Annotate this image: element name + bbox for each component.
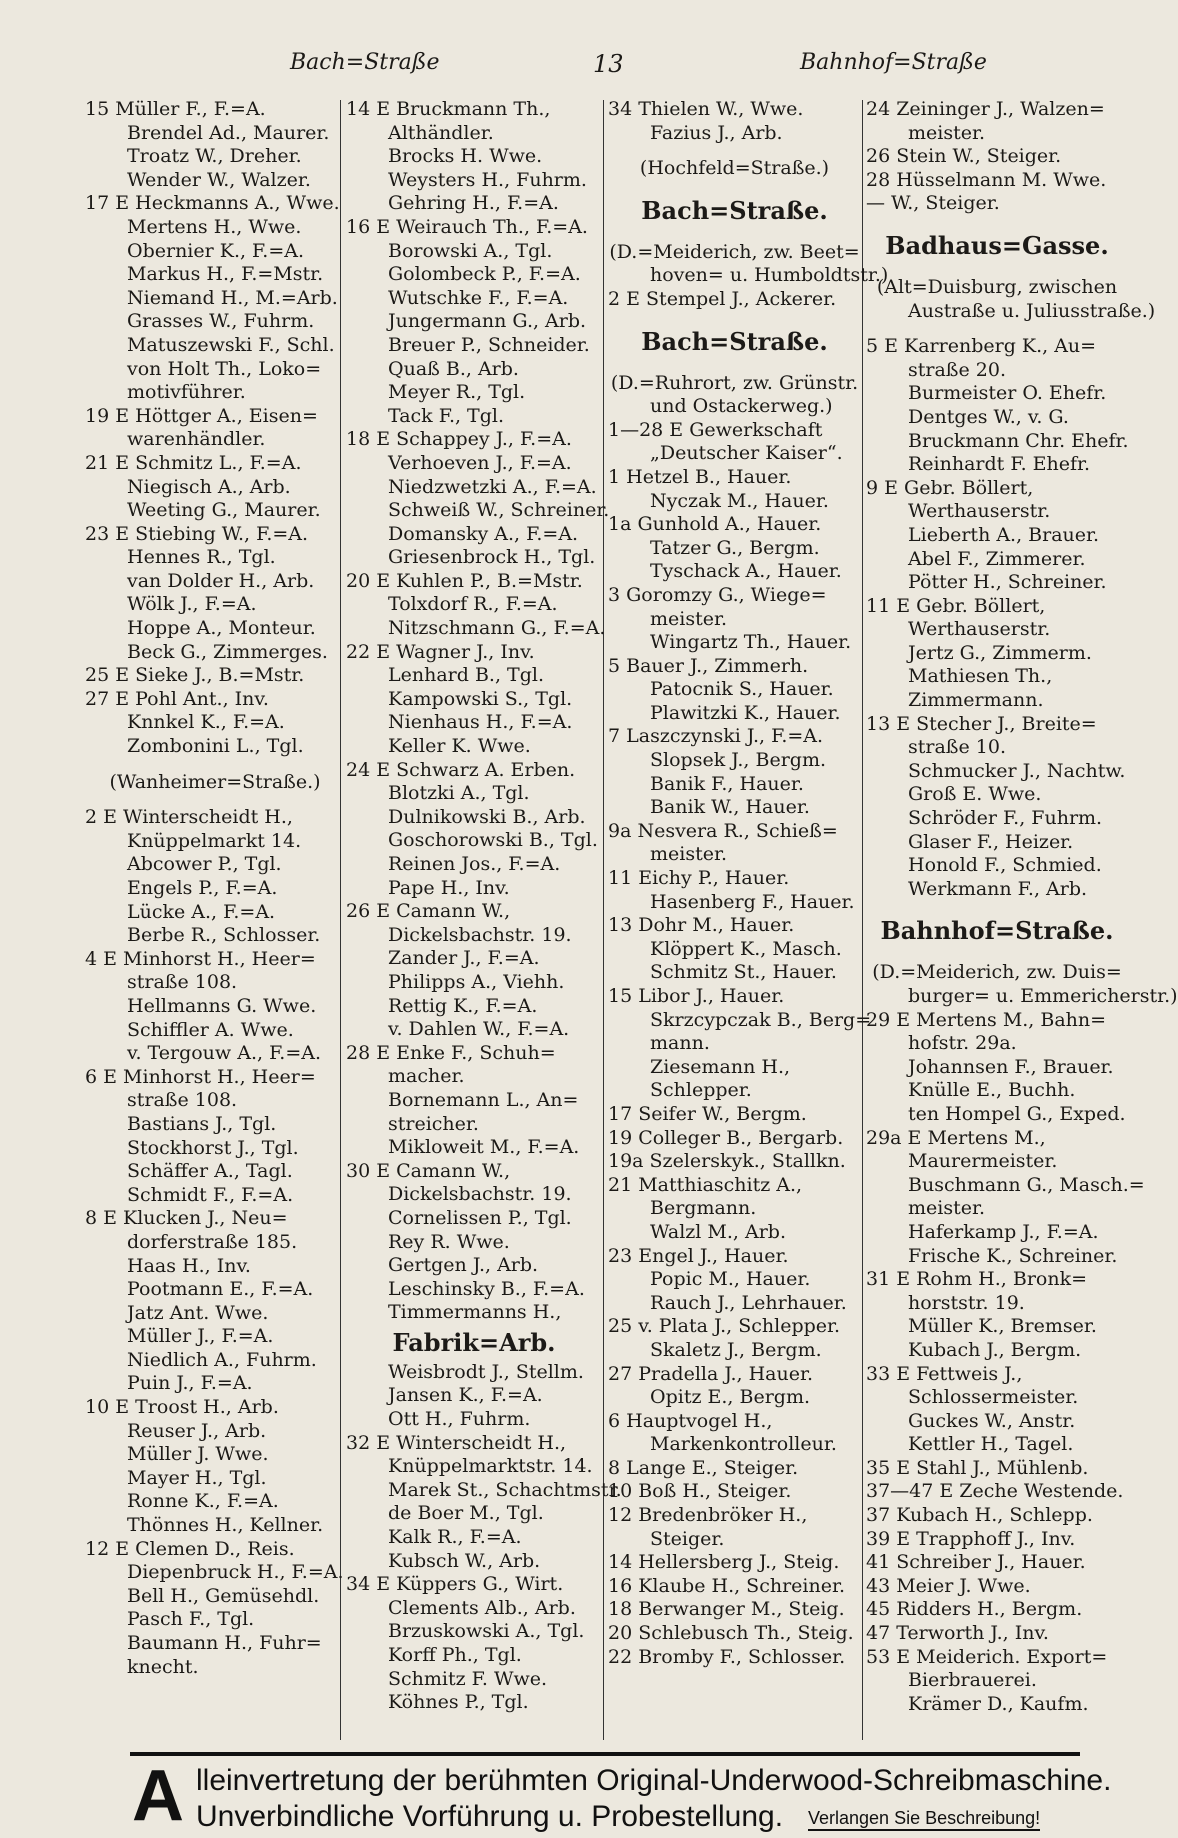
street-heading: Bach=Straße. (641, 195, 828, 225)
column-1 (85, 98, 345, 1679)
advertisement-note: Verlangen Sie Beschreibung! (808, 1808, 1040, 1831)
resident-entry: van Dolder H., Arb. (127, 569, 315, 592)
resident-entry: straße 10. (908, 736, 1006, 759)
resident-entry: Berbe R., Schlosser. (127, 924, 321, 947)
house-entry: 34 Thielen W., Wwe. (608, 98, 804, 120)
house-entry: 8 E Klucken J., Neu= (85, 1207, 288, 1230)
resident-entry: Walzl M., Arb. (650, 1220, 786, 1243)
resident-entry: Zander J., F.=A. (388, 947, 540, 970)
resident-entry: Goschorowski B., Tgl. (388, 829, 598, 852)
resident-entry: Popic M., Hauer. (650, 1268, 811, 1291)
house-entry: 23 E Stiebing W., F.=A. (85, 522, 309, 545)
resident-entry: Dickelsbachstr. 19. (388, 923, 572, 946)
running-head-left: Bach=Straße (290, 50, 440, 75)
advertisement-initial: A (132, 1756, 184, 1836)
resident-entry: burger= u. Emmericherstr.) (908, 985, 1178, 1007)
resident-entry: Niedzwetzki A., F.=A. (388, 475, 597, 498)
resident-entry: Meyer R., Tgl. (388, 381, 526, 404)
resident-entry: Zimmermann. (908, 689, 1044, 712)
spacer (866, 949, 1128, 961)
house-entry: 5 Bauer J., Zimmerh. (608, 654, 809, 677)
resident-entry: Troatz W., Dreher. (127, 145, 302, 168)
street-note: (Wanheimer=Straße.) (109, 770, 321, 793)
resident-entry: Schlepper. (650, 1079, 752, 1102)
house-entry: 24 Zeininger J., Walzen= (866, 98, 1105, 120)
resident-entry: Patocnik S., Hauer. (650, 678, 834, 701)
resident-entry: Honold F., Schmied. (908, 854, 1102, 877)
house-entry: 20 E Kuhlen P., B.=Mstr. (346, 569, 583, 592)
street-note: (D.=Meiderich, zw. Beet= (609, 240, 860, 263)
spacer (608, 181, 861, 193)
house-entry: 34 E Küppers G., Wirt. (346, 1573, 564, 1596)
resident-entry: Jatz Ant. Wwe. (127, 1301, 269, 1324)
resident-entry: meister. (650, 843, 728, 866)
column-3 (608, 98, 889, 1669)
advertisement-line-2: Unverbindliche Vorführung u. Probestellung. (196, 1800, 784, 1833)
advertisement-line-1: lleinvertretung der berühmten Original-Underwood-Schreibmaschine. (196, 1764, 1112, 1797)
resident-entry: Hasenberg F., Hauer. (650, 890, 855, 913)
resident-entry: Blotzki A., Tgl. (388, 782, 530, 805)
street-note: (D.=Ruhrort, zw. Grünstr. (610, 371, 859, 394)
resident-entry: meister. (908, 121, 986, 144)
resident-entry: Schiffler A. Wwe. (127, 1018, 294, 1041)
resident-entry: Lieberth A., Brauer. (908, 523, 1100, 546)
resident-entry: hofstr. 29a. (908, 1032, 1017, 1055)
resident-entry: Werthauserstr. (908, 618, 1051, 641)
resident-entry: Zombonini L., Tgl. (127, 735, 304, 758)
house-entry: 6 Hauptvogel H., (608, 1409, 773, 1432)
resident-entry: knecht. (127, 1655, 199, 1678)
house-entry: 15 Müller F., F.=A. (85, 98, 266, 120)
resident-entry: Guckes W., Anstr. (908, 1409, 1076, 1432)
house-entry: 29a E Mertens M., (866, 1126, 1046, 1149)
spacer (85, 759, 345, 771)
column-2 (346, 98, 622, 1715)
spacer (866, 264, 1128, 276)
resident-entry: Schäffer A., Tagl. (127, 1160, 293, 1183)
resident-entry: v. Tergouw A., F.=A. (127, 1042, 322, 1065)
resident-entry: Johannsen F., Brauer. (908, 1055, 1114, 1078)
resident-entry: Markus H., F.=Mstr. (127, 263, 324, 286)
resident-entry: Jungermann G., Arb. (388, 310, 587, 333)
resident-entry: Kettler H., Tagel. (908, 1433, 1074, 1456)
house-entry: 12 E Clemen D., Reis. (85, 1537, 295, 1560)
resident-entry: Quaß B., Arb. (388, 357, 519, 380)
street-note: (D.=Meiderich, zw. Duis= (872, 961, 1122, 984)
resident-entry: Haas H., Inv. (127, 1254, 251, 1277)
resident-entry: Hellmanns G. Wwe. (127, 994, 317, 1017)
resident-entry: Ott H., Fuhrm. (388, 1408, 531, 1431)
house-entry: 20 Schlebusch Th., Steig. (608, 1622, 854, 1645)
resident-entry: Matuszewski F., Schl. (127, 333, 335, 356)
house-entry: 7 Laszczynski J., F.=A. (608, 725, 824, 748)
resident-entry: Skaletz J., Bergm. (650, 1338, 822, 1361)
resident-entry: Verhoeven J., F.=A. (388, 451, 572, 474)
house-entry: 47 Terworth J., Inv. (866, 1622, 1049, 1645)
resident-entry: Skrzcypczak B., Berg= (650, 1008, 872, 1031)
house-entry: 27 Pradella J., Hauer. (608, 1362, 814, 1385)
resident-entry: meister. (650, 607, 728, 630)
street-note: (Alt=Duisburg, zwischen (876, 275, 1118, 298)
resident-entry: Domansky A., F.=A. (388, 522, 579, 545)
house-entry: 31 E Rohm H., Bronk= (866, 1268, 1088, 1291)
page-number: 13 (593, 50, 624, 78)
house-entry: 43 Meier J. Wwe. (866, 1574, 1031, 1597)
resident-entry: Müller J., F.=A. (127, 1325, 274, 1348)
resident-entry: Fazius J., Arb. (650, 121, 783, 144)
house-entry: 9a Nesvera R., Schieß= (608, 819, 838, 842)
house-entry: 13 Dohr M., Hauer. (608, 914, 795, 937)
house-entry: 3 Goromzy G., Wiege= (608, 583, 827, 606)
resident-entry: Borowski A., Tgl. (388, 239, 553, 262)
resident-entry: Nitzschmann G., F.=A. (388, 617, 606, 640)
resident-entry: Schweiß W., Schreiner. (388, 499, 610, 522)
resident-entry: Grasses W., Fuhrm. (127, 310, 315, 333)
resident-entry: dorferstraße 185. (127, 1230, 298, 1253)
house-entry: 2 E Winterscheidt H., (85, 806, 293, 829)
house-entry: 1 Hetzel B., Hauer. (608, 465, 792, 488)
house-entry: 41 Schreiber J., Hauer. (866, 1551, 1086, 1574)
house-entry: 21 Matthiaschitz A., (608, 1173, 803, 1196)
resident-entry: warenhändler. (127, 428, 266, 451)
resident-entry: Rey R. Wwe. (388, 1230, 510, 1253)
resident-entry: Gertgen J., Arb. (388, 1254, 539, 1277)
resident-entry: Leschinsky B., F.=A. (388, 1277, 585, 1300)
resident-entry: Krämer D., Kaufm. (908, 1692, 1089, 1715)
resident-entry: Schröder F., Fuhrm. (908, 807, 1103, 830)
resident-entry: Puin J., F.=A. (127, 1372, 253, 1395)
house-entry: 37 Kubach H., Schlepp. (866, 1504, 1093, 1527)
house-entry: 18 Berwanger M., Steig. (608, 1598, 845, 1621)
resident-entry: Althändler. (388, 121, 494, 144)
house-entry: 26 Stein W., Steiger. (866, 145, 1062, 168)
street-heading: Badhaus=Gasse. (885, 230, 1109, 260)
house-entry: 25 v. Plata J., Schlepper. (608, 1315, 841, 1338)
resident-entry: Müller J. Wwe. (127, 1443, 269, 1466)
house-entry: — W., Steiger. (866, 192, 1000, 215)
resident-entry: Austraße u. Juliusstraße.) (908, 299, 1156, 322)
house-entry: 32 E Winterscheidt H., (346, 1431, 567, 1454)
resident-entry: Knüppelmarkt 14. (127, 829, 302, 852)
resident-entry: Obernier K., F.=A. (127, 239, 305, 262)
resident-entry: Plawitzki K., Hauer. (650, 701, 841, 724)
resident-entry: Nyczak M., Hauer. (650, 489, 829, 512)
resident-entry: Kubach J., Bergm. (908, 1338, 1082, 1361)
resident-entry: Mathiesen Th., (908, 665, 1053, 688)
street-heading: Bahnhof=Straße. (880, 916, 1114, 946)
resident-entry: Reinhardt F. Ehefr. (908, 453, 1091, 476)
house-entry: 4 E Minhorst H., Heer= (85, 947, 316, 970)
house-entry: 14 E Bruckmann Th., (346, 98, 551, 120)
house-entry: 19 E Höttger A., Eisen= (85, 404, 318, 427)
resident-entry: macher. (388, 1065, 465, 1088)
resident-entry: Kubsch W., Arb. (388, 1549, 541, 1572)
resident-entry: Kalk R., F.=A. (388, 1526, 522, 1549)
house-entry: 53 E Meiderich. Export= (866, 1645, 1108, 1668)
house-entry: 22 E Wagner J., Inv. (346, 640, 535, 663)
resident-entry: Marek St., Schachtmstr. (388, 1478, 622, 1501)
house-entry: 35 E Stahl J., Mühlenb. (866, 1456, 1089, 1479)
resident-entry: Schmitz F. Wwe. (388, 1667, 548, 1690)
resident-entry: Golombeck P., F.=A. (388, 263, 581, 286)
house-entry: 37—47 E Zeche Westende. (866, 1480, 1124, 1503)
house-entry: 11 E Gebr. Böllert, (866, 594, 1046, 617)
resident-entry: Kampowski S., Tgl. (388, 687, 573, 710)
resident-entry: de Boer M., Tgl. (388, 1502, 544, 1525)
resident-entry: Frische K., Schreiner. (908, 1244, 1118, 1267)
house-entry: 30 E Camann W., (346, 1159, 511, 1182)
street-note: (Hochfeld=Straße.) (639, 157, 830, 180)
resident-entry: Pasch F., Tgl. (127, 1608, 255, 1631)
house-entry: 13 E Stecher J., Breite= (866, 712, 1097, 735)
resident-entry: Tyschack A., Hauer. (650, 560, 842, 583)
resident-entry: Brendel Ad., Maurer. (127, 121, 330, 144)
resident-entry: Philipps A., Viehh. (388, 970, 565, 993)
resident-entry: Glaser F., Heizer. (908, 830, 1074, 853)
house-entry: 12 Bredenbröker H., (608, 1504, 808, 1527)
resident-entry: mann. (650, 1032, 710, 1055)
resident-entry: Dickelsbachstr. 19. (388, 1183, 572, 1206)
resident-entry: Abcower P., Tgl. (127, 853, 282, 876)
resident-entry: Maurermeister. (908, 1150, 1058, 1173)
resident-entry: Rettig K., F.=A. (388, 994, 538, 1017)
spacer (608, 229, 861, 241)
resident-entry: Breuer P., Schneider. (388, 333, 590, 356)
resident-entry: Reuser J., Arb. (127, 1419, 267, 1442)
house-entry: 8 Lange E., Steiger. (608, 1456, 799, 1479)
resident-entry: Rauch J., Lehrhauer. (650, 1291, 847, 1314)
house-entry: 19 Colleger B., Bergarb. (608, 1126, 844, 1149)
house-entry: 9 E Gebr. Böllert, (866, 476, 1034, 499)
resident-entry: straße 20. (908, 358, 1006, 381)
house-entry: 33 E Fettweis J., (866, 1362, 1023, 1385)
resident-entry: Groß E. Wwe. (908, 783, 1042, 806)
resident-entry: Abel F., Zimmerer. (908, 547, 1086, 570)
resident-entry: Köhnes P., Tgl. (388, 1691, 529, 1714)
running-head-right: Bahnhof=Straße (800, 50, 987, 75)
resident-entry: Cornelissen P., Tgl. (388, 1206, 572, 1229)
resident-entry: straße 108. (127, 1089, 238, 1112)
resident-entry: Weeting G., Maurer. (127, 499, 321, 522)
resident-entry: Reinen Jos., F.=A. (388, 853, 561, 875)
resident-entry: Ronne K., F.=A. (127, 1490, 279, 1513)
house-entry: 39 E Trapphoff J., Inv. (866, 1527, 1076, 1550)
resident-entry: Griesenbrock H., Tgl. (388, 546, 596, 569)
resident-entry: Markenkontrolleur. (650, 1433, 837, 1456)
resident-entry: Bruckmann Chr. Ehefr. (908, 429, 1129, 452)
house-entry: 2 E Stempel J., Ackerer. (608, 287, 837, 310)
resident-entry: Schmucker J., Nachtw. (908, 759, 1126, 782)
resident-entry: Niegisch A., Arb. (127, 475, 291, 498)
resident-entry: Weisbrodt J., Stellm. (388, 1360, 584, 1383)
resident-entry: meister. (908, 1197, 986, 1220)
house-entry: 1—28 E Gewerkschaft (608, 418, 823, 441)
street-heading: Bach=Straße. (641, 326, 828, 356)
house-entry: 28 E Enke F., Schuh= (346, 1041, 556, 1064)
resident-entry: Pootmann E., F.=A. (127, 1278, 314, 1301)
resident-entry: Schmidt F., F.=A. (127, 1183, 294, 1206)
resident-entry: Timmermanns H., (388, 1301, 562, 1324)
house-entry: 10 E Troost H., Arb. (85, 1396, 279, 1419)
resident-entry: Wölk J., F.=A. (127, 593, 257, 616)
house-entry: 27 E Pohl Ant., Inv. (85, 687, 269, 710)
resident-entry: Knülle E., Buchh. (908, 1079, 1076, 1102)
house-entry: 24 E Schwarz A. Erben. (346, 758, 576, 781)
resident-entry: Nienhaus H., F.=A. (388, 711, 573, 734)
resident-entry: Burmeister O. Ehefr. (908, 382, 1107, 405)
resident-entry: Mikloweit M., F.=A. (388, 1136, 580, 1159)
resident-entry: Opitz E., Bergm. (650, 1386, 810, 1409)
house-entry: 26 E Camann W., (346, 900, 511, 923)
resident-entry: Beck G., Zimmerges. (127, 640, 328, 663)
house-entry: 21 E Schmitz L., F.=A. (85, 451, 302, 474)
resident-entry: Niemand H., M.=Arb. (127, 286, 338, 309)
resident-entry: Brzuskowski A., Tgl. (388, 1620, 585, 1643)
spacer (608, 312, 861, 324)
resident-entry: hoven= u. Humboldtstr.) (650, 264, 889, 287)
house-entry: 5 E Karrenberg K., Au= (866, 335, 1097, 358)
resident-entry: Wutschke F., F.=A. (388, 286, 569, 309)
house-entry: 29 E Mertens M., Bahn= (866, 1008, 1107, 1031)
resident-entry: Bierbrauerei. (908, 1669, 1037, 1692)
resident-entry: Stockhorst J., Tgl. (127, 1136, 299, 1159)
house-entry: 18 E Schappey J., F.=A. (346, 428, 572, 451)
resident-entry: Weysters H., Fuhrm. (388, 168, 587, 191)
house-entry: 19a Szelerskyk., Stallkn. (608, 1150, 846, 1173)
house-entry: 14 Hellersberg J., Steig. (608, 1551, 840, 1574)
resident-entry: Diepenbruck H., F.=A. (127, 1561, 344, 1584)
resident-entry: motivführer. (127, 381, 246, 404)
house-entry: 17 Seifer W., Bergm. (608, 1102, 807, 1125)
resident-entry: Schlossermeister. (908, 1386, 1079, 1409)
house-entry: 11 Eichy P., Hauer. (608, 867, 790, 890)
house-entry: 45 Ridders H., Bergm. (866, 1598, 1083, 1621)
resident-entry: Thönnes H., Kellner. (127, 1514, 324, 1537)
resident-entry: Knnkel K., F.=A. (127, 711, 285, 734)
resident-entry: Bergmann. (650, 1197, 757, 1220)
resident-entry: Pape H., Inv. (388, 876, 510, 899)
column-rule (862, 100, 863, 1740)
resident-entry: „Deutscher Kaiser“. (650, 442, 843, 465)
resident-entry: Banik W., Hauer. (650, 796, 810, 819)
resident-entry: Niedlich A., Fuhrm. (127, 1348, 317, 1371)
resident-entry: Jertz G., Zimmerm. (908, 641, 1092, 664)
resident-entry: Bornemann L., An= (388, 1088, 579, 1111)
resident-entry: Hennes R., Tgl. (127, 546, 276, 569)
spacer (866, 901, 1128, 913)
resident-entry: Bastians J., Tgl. (127, 1112, 277, 1135)
house-entry: 28 Hüsselmann M. Wwe. (866, 168, 1107, 191)
resident-entry: Engels P., F.=A. (127, 877, 278, 899)
house-entry: 10 Boß H., Steiger. (608, 1480, 792, 1503)
resident-entry: Korff Ph., Tgl. (388, 1644, 522, 1666)
resident-entry: Lücke A., F.=A. (127, 900, 276, 923)
column-4 (866, 98, 1178, 1716)
resident-entry: Tolxdorf R., F.=A. (388, 593, 558, 616)
resident-entry: Mayer H., Tgl. (127, 1466, 267, 1489)
resident-entry: Bell H., Gemüsehdl. (127, 1584, 320, 1607)
resident-entry: Haferkamp J., F.=A. (908, 1220, 1099, 1243)
resident-entry: v. Dahlen W., F.=A. (388, 1018, 570, 1041)
resident-entry: Mertens H., Wwe. (127, 215, 302, 238)
resident-entry: Klöppert K., Masch. (650, 937, 842, 960)
advertisement-rule (130, 1752, 1080, 1756)
resident-entry: und Ostackerweg.) (650, 395, 833, 418)
resident-entry: horststr. 19. (908, 1291, 1025, 1314)
resident-entry: Hoppe A., Monteur. (127, 617, 316, 640)
spacer (866, 323, 1128, 335)
house-entry: 16 Klaube H., Schreiner. (608, 1574, 845, 1597)
resident-entry: Wingartz Th., Hauer. (650, 631, 852, 654)
street-heading: Fabrik=Arb. (392, 1327, 556, 1357)
resident-entry: straße 108. (127, 971, 238, 994)
resident-entry: Keller K. Wwe. (388, 735, 531, 758)
house-entry: 1a Gunhold A., Hauer. (608, 513, 822, 536)
resident-entry: streicher. (388, 1112, 479, 1135)
resident-entry: Steiger. (650, 1527, 725, 1550)
resident-entry: Buschmann G., Masch.= (908, 1173, 1145, 1196)
house-entry: 6 E Minhorst H., Heer= (85, 1065, 316, 1088)
spacer (608, 145, 861, 157)
resident-entry: Baumann H., Fuhr= (127, 1632, 322, 1654)
resident-entry: Wender W., Walzer. (127, 168, 311, 191)
resident-entry: Werkmann F., Arb. (908, 877, 1088, 900)
spacer (608, 360, 861, 372)
house-entry: 17 E Heckmanns A., Wwe. (85, 192, 340, 215)
resident-entry: Lenhard B., Tgl. (388, 664, 544, 687)
house-entry: 15 Libor J., Hauer. (608, 985, 785, 1007)
resident-entry: Tatzer G., Bergm. (650, 536, 820, 559)
resident-entry: von Holt Th., Loko= (127, 357, 322, 380)
resident-entry: Müller K., Bremser. (908, 1315, 1097, 1338)
resident-entry: Tack F., Tgl. (388, 404, 505, 427)
resident-entry: Slopsek J., Bergm. (650, 749, 827, 772)
spacer (866, 216, 1128, 228)
resident-entry: Ziesemann H., (650, 1055, 791, 1078)
house-entry: 25 E Sieke J., B.=Mstr. (85, 664, 305, 687)
resident-entry: Gehring H., F.=A. (388, 192, 559, 215)
resident-entry: Jansen K., F.=A. (388, 1384, 543, 1407)
resident-entry: Dentges W., v. G. (908, 405, 1069, 428)
resident-entry: Schmitz St., Hauer. (650, 961, 837, 984)
resident-entry: Brocks H. Wwe. (388, 145, 543, 168)
resident-entry: Dulnikowski B., Arb. (388, 805, 586, 828)
resident-entry: Banik F., Hauer. (650, 772, 804, 795)
house-entry: 16 E Weirauch Th., F.=A. (346, 215, 588, 238)
house-entry: 23 Engel J., Hauer. (608, 1244, 789, 1267)
spacer (85, 794, 345, 806)
resident-entry: Clements Alb., Arb. (388, 1596, 576, 1619)
resident-entry: Pötter H., Schreiner. (908, 571, 1107, 594)
resident-entry: Werthauserstr. (908, 500, 1051, 523)
resident-entry: Knüppelmarktstr. 14. (388, 1455, 593, 1478)
resident-entry: ten Hompel G., Exped. (908, 1102, 1126, 1125)
house-entry: 22 Bromby F., Schlosser. (608, 1645, 846, 1668)
